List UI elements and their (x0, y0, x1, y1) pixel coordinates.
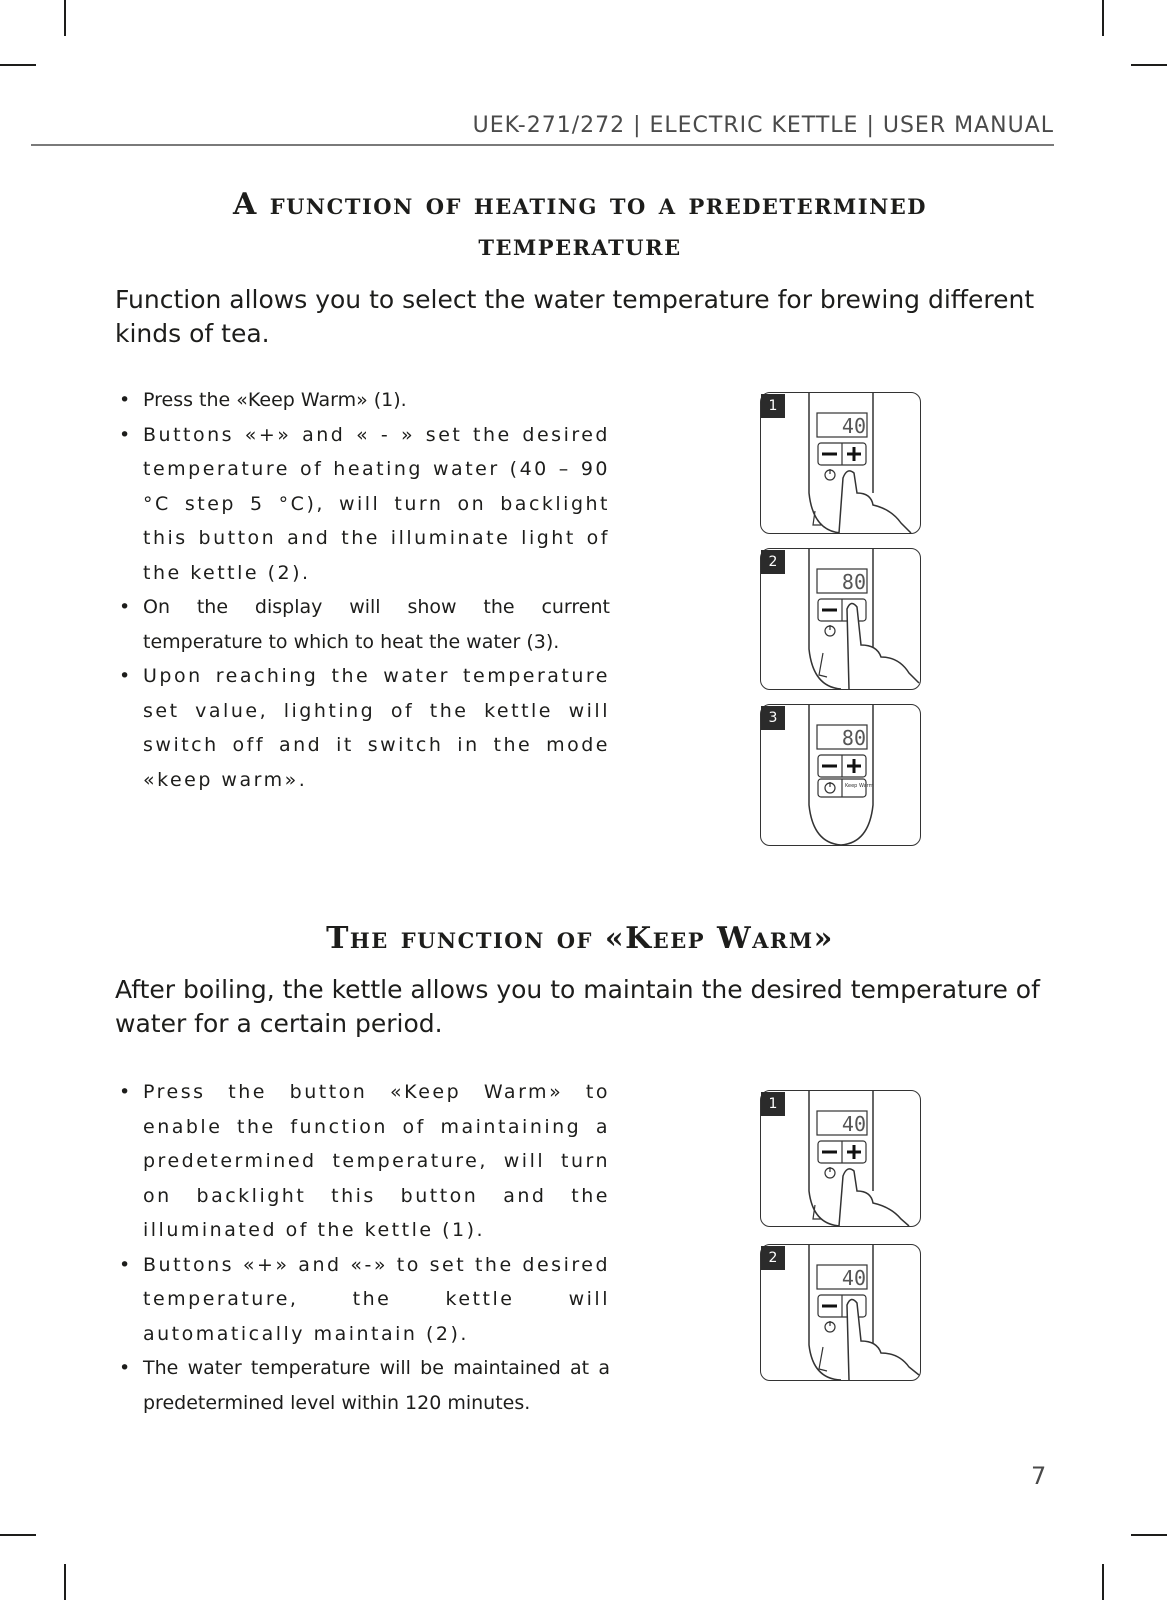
figure-badge: 2 (761, 550, 785, 574)
page-header (31, 108, 1054, 146)
figure-badge: 1 (761, 1092, 785, 1116)
section-1-title (110, 184, 1050, 266)
list-item: • Upon reaching the water temperature set value, lighting of the kettle will switch off and it switch in the mode «keep warm». (119, 665, 610, 791)
list-item-text: On the display will show the current temperature to which to heat the water (3). (143, 596, 610, 653)
temperature-display: 40 (841, 414, 866, 438)
list-item-text: Upon reaching the water temperature set value, lighting of the kettle will switch off and it switch in the mode «keep warm». (143, 665, 610, 791)
section-1-title-line-1: A function of heating to a predetermined (232, 187, 928, 222)
section-2-intro: After boiling, the kettle allows you to maintain the desired temperature of water for a certain period. (115, 975, 1040, 1038)
list-item: • Buttons «+» and « - » set the desired temperature of heating water (40 – 90 °C step 5 °C), will turn on backlight this button and the illuminate light of the kettle (2). (119, 423, 610, 584)
crop-mark (1102, 1564, 1104, 1600)
list-item: • Press the «Keep Warm» (1). (119, 389, 407, 411)
section-2-title: The function of «Keep Warm» (326, 921, 834, 956)
crop-mark (64, 1564, 66, 1600)
page-number: 7 (1031, 1462, 1047, 1490)
crop-mark (0, 1534, 36, 1536)
temperature-display: 40 (841, 1112, 866, 1136)
list-item: • Press the button «Keep Warm» to enable the function of maintaining a predetermined temperature, will turn on backlight this button and the illuminated of the kettle (1). (119, 1081, 610, 1241)
figure-badge: 3 (761, 706, 785, 730)
list-item-text: Buttons «+» and « - » set the desired temperature of heating water (40 – 90 °C step 5 °C), will turn on backlight this button and the illuminate light of the kettle (2). (143, 423, 610, 584)
temperature-display: 80 (841, 726, 866, 750)
keep-warm-label: Keep Warm (845, 783, 874, 789)
list-item-text: The water temperature will be maintained at a predetermined level within 120 minutes. (143, 1357, 610, 1414)
list-item: • Buttons «+» and «-» to set the desired temperature, the kettle will automatically maintain (2). (119, 1253, 610, 1345)
section-2-bullet-list (115, 1075, 610, 1420)
list-item: • The water temperature will be maintained at a predetermined level within 120 minutes. (119, 1357, 610, 1414)
crop-mark (64, 0, 66, 36)
crop-mark (1131, 64, 1167, 66)
crop-mark (0, 64, 36, 66)
figure-badge: 1 (761, 394, 785, 418)
section-1-intro: Function allows you to select the water temperature for brewing different kinds of tea. (115, 285, 1035, 348)
section-1-bullet-list (115, 383, 610, 797)
crop-mark (1131, 1534, 1167, 1536)
section-1-title-line-2: temperature (478, 228, 682, 263)
crop-mark (1102, 0, 1104, 36)
list-item: • On the display will show the current temperature to which to heat the water (3). (119, 596, 610, 653)
temperature-display: 40 (841, 1266, 866, 1290)
temperature-display: 80 (841, 570, 866, 594)
header-text: UEK-271/272 | ELECTRIC KETTLE | USER MANUAL (472, 113, 1054, 138)
list-item-text: Press the «Keep Warm» (1). (143, 389, 407, 411)
list-item-text: Press the button «Keep Warm» to enable the function of maintaining a predetermined temperature, will turn on backlight this button and the illuminated of the kettle (1). (143, 1081, 610, 1241)
list-item-text: Buttons «+» and «-» to set the desired temperature, the kettle will automatically maintain (2). (143, 1253, 610, 1345)
figure-badge: 2 (761, 1246, 785, 1270)
